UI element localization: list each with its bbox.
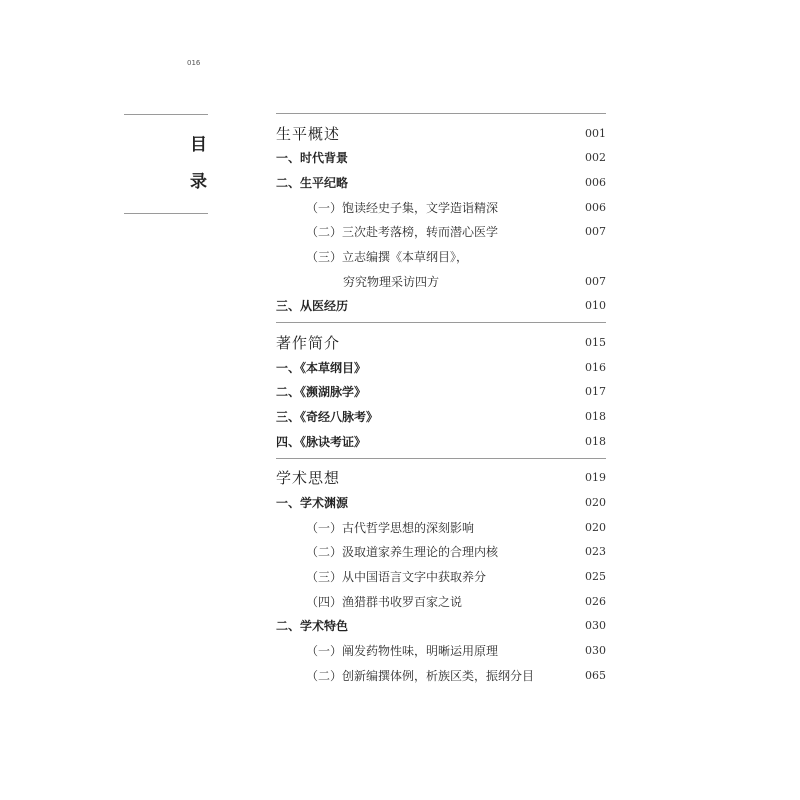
toc-section-title[interactable] (276, 468, 606, 488)
toc-entry[interactable] (276, 173, 606, 193)
toc-entry-page: 030 (585, 644, 606, 658)
toc-entry-page: 007 (585, 225, 606, 239)
toc-entry-page: 023 (585, 545, 606, 559)
toc-entry-page: 020 (585, 520, 606, 534)
toc-entry[interactable] (276, 567, 606, 587)
toc-entry-page: 065 (585, 668, 606, 682)
toc-entry-page: 006 (585, 175, 606, 189)
toc-entry-label: （二）三次赴考落榜，转而潜心医学 (306, 225, 499, 240)
toc-entry[interactable] (276, 641, 606, 661)
toc-heading (124, 114, 208, 214)
toc-entry-label: 著作简介 (276, 333, 341, 352)
toc-entry-page: 018 (585, 410, 606, 423)
toc-entry-label: （二）创新编撰体例，析族区类，振纲分目 (306, 668, 535, 683)
toc-entry-label: 四、《脉诀考证》 (276, 434, 367, 449)
toc-entry[interactable] (276, 493, 606, 513)
toc-entry-label: 三、从医经历 (276, 299, 349, 314)
toc-entry[interactable] (276, 518, 606, 538)
toc-section-title[interactable] (276, 124, 606, 144)
toc-entry-label: 三、《奇经八脉考》 (276, 410, 379, 424)
toc-entry-page: 019 (585, 471, 606, 485)
section-divider (276, 458, 606, 459)
toc-entry[interactable] (276, 247, 606, 267)
toc-entry-page: 007 (585, 274, 606, 288)
toc-entry[interactable] (276, 296, 606, 316)
toc-entry-page: 015 (585, 335, 606, 349)
toc-entry-page: 026 (585, 594, 606, 608)
toc-entry-label: （一）饱读经史子集，文学造诣精深 (306, 200, 499, 215)
toc-entry[interactable] (276, 148, 606, 168)
toc-entry-label: （三）从中国语言文字中获取养分 (306, 570, 487, 584)
toc-entry-page: 025 (585, 570, 606, 583)
toc-entry-label: （一）阐发药物性味，明晰运用原理 (306, 644, 499, 659)
toc-entry[interactable] (276, 358, 606, 378)
toc-section-title[interactable] (276, 333, 606, 353)
toc-heading-char: 录 (190, 172, 207, 192)
toc-entry[interactable] (276, 272, 606, 292)
toc-entry[interactable] (276, 432, 606, 452)
toc-entry[interactable] (276, 616, 606, 636)
toc-entry[interactable] (276, 542, 606, 562)
toc-entry-page: 030 (585, 619, 606, 633)
toc-entry-page: 018 (585, 434, 606, 448)
toc-entry-label: （二）汲取道家养生理论的合理内核 (306, 545, 499, 560)
toc-entry-label: 学术思想 (276, 469, 341, 488)
page-number: 016 (187, 59, 201, 67)
toc-entry-page: 006 (585, 200, 606, 214)
toc-entry[interactable] (276, 382, 606, 402)
toc-entry-page: 010 (585, 299, 606, 313)
toc-entry[interactable] (276, 666, 606, 686)
toc-entry-label: 二、《濒湖脉学》 (276, 385, 367, 400)
toc-entry-page: 001 (585, 126, 606, 140)
toc-entry[interactable] (276, 222, 606, 242)
toc-entry-label: 生平概述 (276, 124, 341, 143)
toc-entry-page: 017 (585, 385, 606, 399)
section-divider (276, 113, 606, 114)
toc-entry-page: 016 (585, 360, 606, 374)
toc-entry-label: （四）渔猎群书收罗百家之说 (306, 594, 463, 609)
toc-heading-char: 目 (190, 135, 207, 155)
toc-entry-label: 二、学术特色 (276, 619, 349, 634)
toc-entry-label: 一、时代背景 (276, 151, 349, 166)
toc-entry-label: 穷究物理采访四方 (343, 274, 440, 289)
toc-entry-page: 020 (585, 495, 606, 509)
toc-entry-label: （三）立志编撰《本草纲目》， (306, 250, 469, 264)
toc-entry-label: 二、生平纪略 (276, 175, 349, 190)
toc-entry[interactable] (276, 407, 606, 427)
toc-entry-page: 002 (585, 151, 606, 165)
section-divider (276, 322, 606, 323)
toc-entry-label: 一、学术渊源 (276, 495, 349, 510)
toc-entry-label: 一、《本草纲目》 (276, 360, 367, 375)
toc-entry[interactable] (276, 198, 606, 218)
toc-entry[interactable] (276, 592, 606, 612)
toc-entry-label: （一）古代哲学思想的深刻影响 (306, 520, 475, 535)
